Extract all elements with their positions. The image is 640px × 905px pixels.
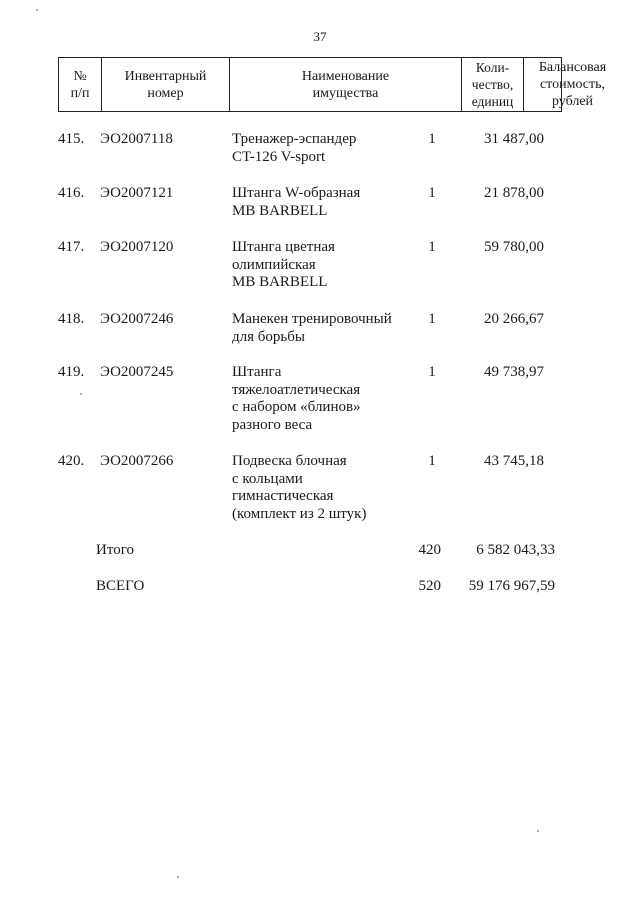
total-quantity: 420 (418, 542, 441, 558)
row-inventory: ЭО2007266 (100, 453, 174, 469)
row-inventory: ЭО2007121 (100, 185, 174, 201)
row-name: Штанга W-образная MB BARBELL (232, 185, 361, 219)
row-num: 416. (58, 185, 85, 201)
row-inventory: ЭО2007246 (100, 311, 174, 327)
total-cost: 6 582 043,33 (476, 542, 555, 558)
row-quantity: 1 (428, 131, 436, 147)
row-cost: 43 745,18 (484, 453, 544, 469)
header-cost: Балансовая стоимость, рублей (523, 58, 621, 111)
header-name: Наименование имущества (229, 58, 461, 111)
row-name: Подвеска блочная с кольцами гимнастическая (комплект из 2 штук) (232, 453, 367, 522)
row-num: 417. (58, 239, 85, 255)
header-quantity: Коли- чество, единиц (461, 58, 523, 111)
header-inventory: Инвентарный номер (101, 58, 229, 111)
scan-speck (177, 876, 179, 878)
grand-total-quantity: 520 (418, 578, 441, 594)
row-quantity: 1 (428, 364, 436, 380)
row-name: Манекен тренировочный для борьбы (232, 311, 392, 345)
row-inventory: ЭО2007245 (100, 364, 174, 380)
row-inventory: ЭО2007118 (100, 131, 173, 147)
grand-total-cost: 59 176 967,59 (468, 578, 555, 594)
page-number: 37 (313, 29, 327, 44)
row-cost: 31 487,00 (484, 131, 544, 147)
scan-speck (36, 9, 38, 11)
row-num: 415. (58, 131, 85, 147)
row-num: 420. (58, 453, 85, 469)
scan-speck (80, 393, 82, 395)
row-cost: 49 738,97 (484, 364, 544, 380)
row-cost: 20 266,67 (484, 311, 544, 327)
table-header (58, 57, 607, 112)
row-cost: 21 878,00 (484, 185, 544, 201)
grand-total-label: ВСЕГО (96, 578, 145, 594)
row-num: 419. (58, 364, 85, 380)
header-num: № п/п (70, 68, 90, 101)
row-quantity: 1 (428, 185, 436, 201)
row-num: 418. (58, 311, 85, 327)
row-name: Штанга тяжелоатлетическая с набором «блинов» разного веса (232, 364, 361, 433)
row-quantity: 1 (428, 239, 436, 255)
scan-speck (537, 830, 539, 832)
row-quantity: 1 (428, 453, 436, 469)
total-label: Итого (96, 542, 134, 558)
row-name: Штанга цветная олимпийская MB BARBELL (232, 239, 335, 290)
row-inventory: ЭО2007120 (100, 239, 174, 255)
row-cost: 59 780,00 (484, 239, 544, 255)
row-name: Тренажер-эспандер CT-126 V-sport (232, 131, 357, 165)
row-quantity: 1 (428, 311, 436, 327)
